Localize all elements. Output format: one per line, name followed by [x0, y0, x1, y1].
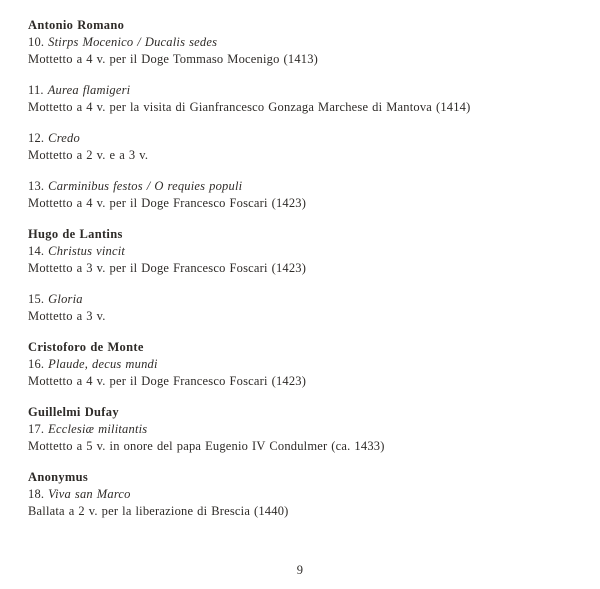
track-title: Ecclesiæ militantis — [48, 422, 148, 436]
track-description: Mottetto a 4 v. per il Doge Tommaso Mocenigo (1413) — [28, 52, 319, 66]
track-title-line — [28, 291, 570, 308]
track-title: Stirps Mocenico / Ducalis sedes — [48, 35, 218, 49]
track-entry — [28, 178, 570, 212]
composer-section — [28, 17, 570, 212]
track-entry — [28, 291, 570, 325]
track-number: 10. — [28, 35, 45, 49]
track-entry — [28, 356, 570, 390]
track-title-line — [28, 178, 570, 195]
track-title-line — [28, 486, 570, 503]
composer-name: Antonio Romano — [28, 18, 125, 32]
composer-entries — [28, 243, 570, 325]
track-entry — [28, 486, 570, 520]
track-number: 12. — [28, 131, 45, 145]
track-title-line — [28, 243, 570, 260]
track-entry — [28, 243, 570, 277]
track-title-line — [28, 356, 570, 373]
track-description: Mottetto a 5 v. in onore del papa Eugenio IV Condulmer (ca. 1433) — [28, 439, 385, 453]
track-description: Mottetto a 4 v. per il Doge Francesco Foscari (1423) — [28, 196, 307, 210]
composer-section — [28, 469, 570, 520]
composer-name: Cristoforo de Monte — [28, 340, 144, 354]
track-number: 11. — [28, 83, 44, 97]
composer-entries — [28, 34, 570, 212]
composer-name: Guillelmi Dufay — [28, 405, 119, 419]
composer-section — [28, 339, 570, 390]
track-description: Mottetto a 3 v. per il Doge Francesco Foscari (1423) — [28, 261, 307, 275]
track-number: 13. — [28, 179, 45, 193]
track-title-line — [28, 130, 570, 147]
composer-entries — [28, 356, 570, 390]
track-description: Mottetto a 3 v. — [28, 309, 106, 323]
composer-section — [28, 226, 570, 325]
track-entry — [28, 34, 570, 68]
track-title: Carminibus festos / O requies populi — [48, 179, 243, 193]
composer-name: Anonymus — [28, 470, 89, 484]
track-number: 18. — [28, 487, 45, 501]
track-entry — [28, 130, 570, 164]
track-number: 15. — [28, 292, 45, 306]
track-title: Credo — [48, 131, 80, 145]
track-title: Christus vincit — [48, 244, 126, 258]
track-title: Aurea flamigeri — [47, 83, 131, 97]
composer-name: Hugo de Lantins — [28, 227, 123, 241]
composer-section — [28, 404, 570, 455]
composer-entries — [28, 421, 570, 455]
track-description: Mottetto a 2 v. e a 3 v. — [28, 148, 149, 162]
track-title-line — [28, 82, 570, 99]
track-number: 14. — [28, 244, 45, 258]
track-title-line — [28, 34, 570, 51]
track-entry — [28, 421, 570, 455]
track-title: Gloria — [48, 292, 83, 306]
track-title: Plaude, decus mundi — [48, 357, 158, 371]
track-description: Mottetto a 4 v. per il Doge Francesco Foscari (1423) — [28, 374, 307, 388]
track-description: Ballata a 2 v. per la liberazione di Brescia (1440) — [28, 504, 289, 518]
page-number: 9 — [296, 563, 304, 577]
tracklist — [28, 17, 570, 520]
track-description: Mottetto a 4 v. per la visita di Gianfrancesco Gonzaga Marchese di Mantova (1414) — [28, 100, 471, 114]
composer-entries — [28, 486, 570, 520]
track-entry — [28, 82, 570, 116]
track-number: 17. — [28, 422, 45, 436]
track-title-line — [28, 421, 570, 438]
track-title: Viva san Marco — [48, 487, 131, 501]
track-number: 16. — [28, 357, 45, 371]
